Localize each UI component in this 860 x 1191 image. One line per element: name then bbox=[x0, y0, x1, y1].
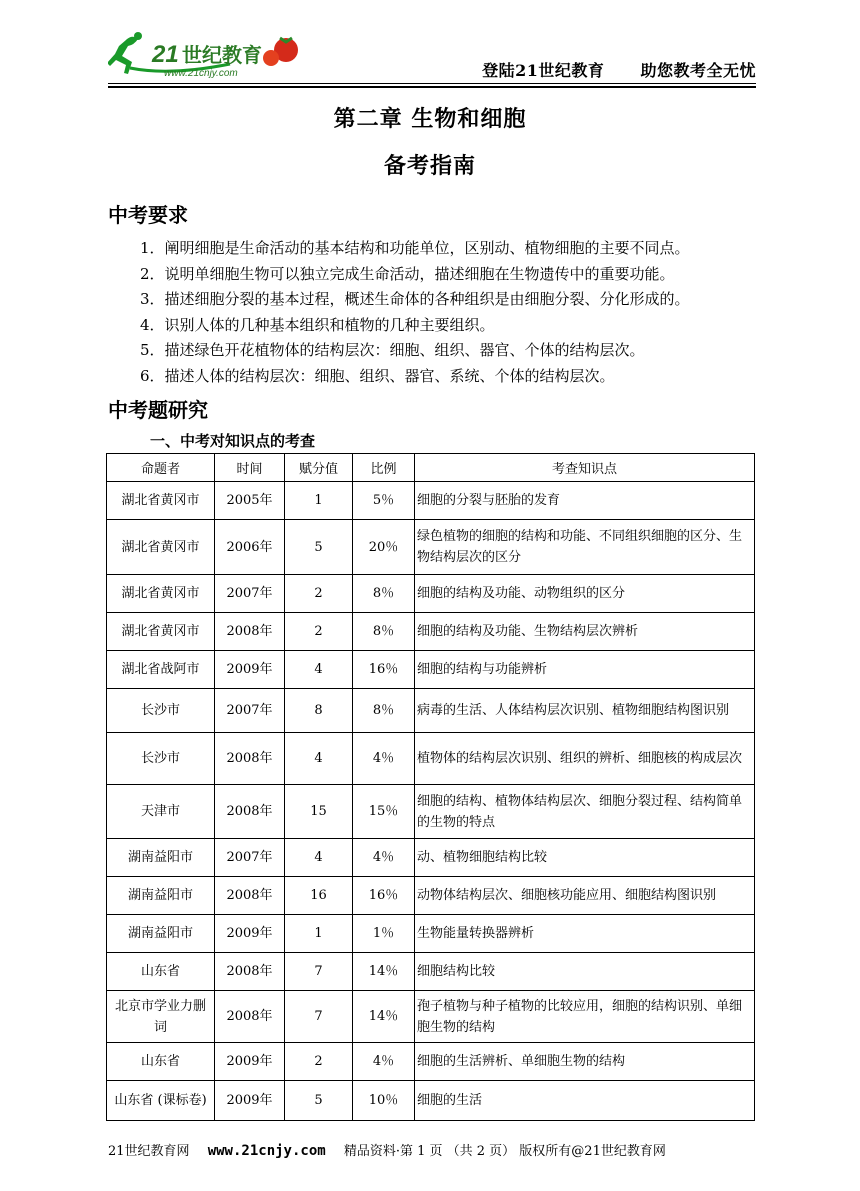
cell-score: 7 bbox=[285, 991, 353, 1043]
table-row bbox=[107, 877, 755, 915]
section-heading-requirements: 中考要求 bbox=[108, 203, 188, 227]
cell-score: 5 bbox=[285, 520, 353, 575]
table-row bbox=[107, 991, 755, 1043]
cell-time: 2009年 bbox=[215, 915, 285, 953]
chapter-title: 第二章 生物和细胞 bbox=[333, 106, 527, 132]
table-body bbox=[107, 482, 755, 1121]
requirement-item: 3．描述细胞分裂的基本过程，概述生命体的各种组织是由细胞分裂、分化形成的。 bbox=[140, 290, 690, 308]
cell-time: 2007年 bbox=[215, 575, 285, 613]
site-logo[interactable] bbox=[108, 28, 308, 82]
cell-setter: 山东省 bbox=[107, 953, 215, 991]
cell-knowledge: 细胞的生活辨析、单细胞生物的结构 bbox=[415, 1043, 755, 1081]
cell-ratio: 4％ bbox=[353, 1043, 415, 1081]
svg-text:21: 21 bbox=[152, 41, 179, 68]
col-header-ratio: 比例 bbox=[353, 454, 415, 482]
requirement-item: 4．识别人体的几种基本组织和植物的几种主要组织。 bbox=[140, 315, 495, 334]
cell-setter: 湖南益阳市 bbox=[107, 915, 215, 953]
cell-knowledge: 绿色植物的细胞的结构和功能、不同组织细胞的区分、生物结构层次的区分 bbox=[415, 520, 755, 575]
cell-score: 1 bbox=[285, 915, 353, 953]
col-header-score: 赋分值 bbox=[285, 454, 353, 482]
cell-knowledge: 生物能量转换器辨析 bbox=[415, 915, 755, 953]
header-tagline: 助您教考全无忧 bbox=[640, 61, 756, 80]
logo-url: www.21cnjy.com bbox=[164, 68, 238, 79]
cell-time: 2007年 bbox=[215, 689, 285, 733]
cell-time: 2008年 bbox=[215, 877, 285, 915]
cell-setter: 山东省 (课标卷) bbox=[107, 1081, 215, 1121]
cell-knowledge: 细胞的生活 bbox=[415, 1081, 755, 1121]
cell-score: 1 bbox=[285, 482, 353, 520]
footer-site-name: 21世纪教育网 bbox=[108, 1144, 190, 1159]
cell-ratio: 8％ bbox=[353, 575, 415, 613]
cell-setter: 湖北省战阿市 bbox=[107, 651, 215, 689]
cell-knowledge: 细胞的结构、植物体结构层次、细胞分裂过程、结构简单的生物的特点 bbox=[415, 785, 755, 839]
cell-setter: 山东省 bbox=[107, 1043, 215, 1081]
col-header-setter: 命题者 bbox=[107, 454, 215, 482]
cell-setter: 天津市 bbox=[107, 785, 215, 839]
table-row bbox=[107, 651, 755, 689]
cell-knowledge: 动物体结构层次、细胞核功能应用、细胞结构图识别 bbox=[415, 877, 755, 915]
table-row bbox=[107, 1081, 755, 1121]
requirement-item: 6．描述人体的结构层次：细胞、组织、器官、系统、个体的结构层次。 bbox=[140, 366, 615, 385]
header-slogan bbox=[482, 58, 756, 81]
cell-knowledge: 细胞的结构及功能、动物组织的区分 bbox=[415, 575, 755, 613]
cell-knowledge: 细胞的结构及功能、生物结构层次辨析 bbox=[415, 613, 755, 651]
requirement-item: 5．描述绿色开花植物体的结构层次：细胞、组织、器官、个体的结构层次。 bbox=[140, 341, 645, 359]
cell-time: 2009年 bbox=[215, 651, 285, 689]
exam-table bbox=[106, 453, 755, 1121]
cell-score: 2 bbox=[285, 613, 353, 651]
cell-setter: 湖北省黄冈市 bbox=[107, 482, 215, 520]
cell-score: 5 bbox=[285, 1081, 353, 1121]
cell-time: 2008年 bbox=[215, 733, 285, 785]
cell-knowledge: 孢子植物与种子植物的比较应用，细胞的结构识别、单细胞生物的结构 bbox=[415, 991, 755, 1043]
svg-text:世纪教育: 世纪教育 bbox=[182, 43, 262, 67]
cell-setter: 北京市学业力删词 bbox=[107, 991, 215, 1043]
table-row bbox=[107, 953, 755, 991]
table-row bbox=[107, 733, 755, 785]
guide-title: 备考指南 bbox=[383, 153, 476, 179]
cell-score: 4 bbox=[285, 733, 353, 785]
cell-setter: 湖北省黄冈市 bbox=[107, 613, 215, 651]
cell-ratio: 5％ bbox=[353, 482, 415, 520]
cell-score: 8 bbox=[285, 689, 353, 733]
cell-ratio: 20％ bbox=[353, 520, 415, 575]
cell-knowledge: 细胞的结构与功能辨析 bbox=[415, 651, 755, 689]
cell-score: 4 bbox=[285, 839, 353, 877]
cell-ratio: 16％ bbox=[353, 877, 415, 915]
cell-knowledge: 细胞的分裂与胚胎的发育 bbox=[415, 482, 755, 520]
cell-time: 2009年 bbox=[215, 1043, 285, 1081]
cell-time: 2007年 bbox=[215, 839, 285, 877]
table-row bbox=[107, 613, 755, 651]
col-header-knowledge: 考查知识点 bbox=[415, 454, 755, 482]
footer-page-info: 精品资料·第 1 页 （共 2 页） 版权所有@21世纪教育网 bbox=[343, 1144, 666, 1159]
cell-knowledge: 植物体的结构层次识别、组织的辨析、细胞核的构成层次 bbox=[415, 733, 755, 785]
table-row bbox=[107, 575, 755, 613]
section-heading-research: 中考题研究 bbox=[108, 398, 208, 422]
cell-setter: 湖南益阳市 bbox=[107, 839, 215, 877]
cell-ratio: 1％ bbox=[353, 915, 415, 953]
cell-time: 2008年 bbox=[215, 953, 285, 991]
sub-heading-knowledge: 一、中考对知识点的考查 bbox=[150, 432, 316, 450]
col-header-time: 时间 bbox=[215, 454, 285, 482]
cell-ratio: 15％ bbox=[353, 785, 415, 839]
header-divider bbox=[108, 83, 756, 84]
cell-score: 7 bbox=[285, 953, 353, 991]
cell-time: 2008年 bbox=[215, 785, 285, 839]
table-row bbox=[107, 915, 755, 953]
cell-setter: 湖北省黄冈市 bbox=[107, 575, 215, 613]
cell-setter: 湖南益阳市 bbox=[107, 877, 215, 915]
cell-time: 2008年 bbox=[215, 613, 285, 651]
cell-setter: 长沙市 bbox=[107, 733, 215, 785]
cell-setter: 湖北省黄冈市 bbox=[107, 520, 215, 575]
cell-ratio: 14％ bbox=[353, 991, 415, 1043]
cell-time: 2006年 bbox=[215, 520, 285, 575]
table-row bbox=[107, 689, 755, 733]
page-footer bbox=[108, 1140, 666, 1159]
cell-ratio: 10％ bbox=[353, 1081, 415, 1121]
header-divider-thick bbox=[108, 86, 756, 88]
table-row bbox=[107, 839, 755, 877]
cell-ratio: 8％ bbox=[353, 613, 415, 651]
cell-ratio: 16％ bbox=[353, 651, 415, 689]
requirement-item: 1．阐明细胞是生命活动的基本结构和功能单位，区别动、植物细胞的主要不同点。 bbox=[140, 239, 690, 257]
table-row bbox=[107, 520, 755, 575]
cell-score: 16 bbox=[285, 877, 353, 915]
cell-knowledge: 病毒的生活、人体结构层次识别、植物细胞结构图识别 bbox=[415, 689, 755, 733]
cell-knowledge: 细胞结构比较 bbox=[415, 953, 755, 991]
cell-ratio: 14％ bbox=[353, 953, 415, 991]
cell-score: 4 bbox=[285, 651, 353, 689]
table-row bbox=[107, 1043, 755, 1081]
page-header bbox=[108, 28, 756, 82]
cell-score: 2 bbox=[285, 1043, 353, 1081]
table-row bbox=[107, 785, 755, 839]
requirement-item: 2．说明单细胞生物可以独立完成生命活动，描述细胞在生物遗传中的重要功能。 bbox=[140, 264, 675, 283]
cell-time: 2009年 bbox=[215, 1081, 285, 1121]
requirements-list bbox=[140, 236, 690, 389]
cell-ratio: 8％ bbox=[353, 689, 415, 733]
cell-ratio: 4％ bbox=[353, 839, 415, 877]
table-header-row bbox=[107, 454, 755, 482]
table-row bbox=[107, 482, 755, 520]
cell-time: 2005年 bbox=[215, 482, 285, 520]
cell-ratio: 4％ bbox=[353, 733, 415, 785]
cell-score: 15 bbox=[285, 785, 353, 839]
cell-time: 2008年 bbox=[215, 991, 285, 1043]
cell-knowledge: 动、植物细胞结构比较 bbox=[415, 839, 755, 877]
header-login-text: 登陆21世纪教育 bbox=[482, 61, 605, 80]
cell-score: 2 bbox=[285, 575, 353, 613]
cell-setter: 长沙市 bbox=[107, 689, 215, 733]
footer-url-link[interactable]: www.21cnjy.com bbox=[207, 1143, 326, 1159]
